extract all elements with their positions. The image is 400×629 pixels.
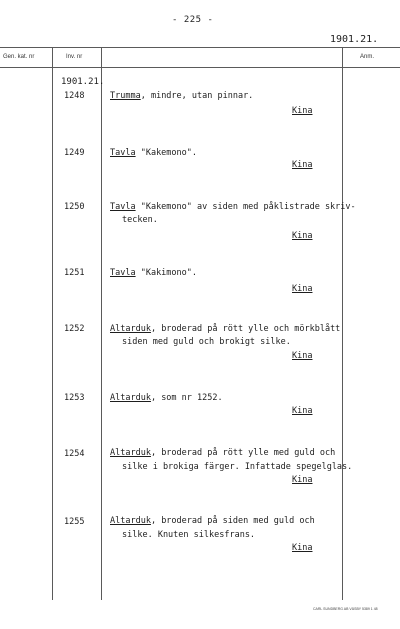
entry-continuation: silke. Knuten silkesfrans. [122,530,256,540]
entry-origin: Kina [292,106,313,116]
entry-description [110,323,340,336]
inventory-number: 1254 [64,449,85,459]
inventory-number: 1250 [64,202,85,212]
column-divider-2 [101,47,102,600]
column-header-gen-kat-nr: Gen. kat. nr [3,54,35,60]
entry-origin: Kina [292,231,313,241]
entry-description [110,147,197,160]
inventory-number: 1252 [64,324,85,334]
entry-text: , mindre, utan pinnar. [140,91,254,101]
entry-text: "Kakimono". [135,268,198,278]
printer-mark: CARL SUNDBERG AB VÄSBY 5389 1 48 [313,607,378,611]
entry-keyword: Tavla [110,148,136,158]
entry-keyword: Tavla [110,202,136,212]
column-divider-1 [52,47,53,600]
header-top-rule [0,47,400,48]
entry-description [110,392,223,405]
entry-keyword: Tavla [110,268,136,278]
entry-keyword: Altarduk [110,393,151,403]
page-number: - 225 - [172,15,214,25]
inventory-number: 1249 [64,148,85,158]
entry-keyword: Altarduk [110,516,151,526]
entry-origin: Kina [292,406,313,416]
entry-description [110,201,356,214]
entry-description [110,515,315,528]
header-year: 1901.21. [330,34,379,45]
inventory-number: 1251 [64,268,85,278]
column-header-anm: Anm. [360,54,375,60]
entry-keyword: Altarduk [110,448,151,458]
entry-text: "Kakemono" av siden med påklistrade skriv- [135,202,356,212]
entry-continuation: silke i brokiga färger. Infattade spegelglas. [122,462,353,472]
entry-origin: Kina [292,543,313,553]
header-bottom-rule [0,67,400,68]
column-divider-3 [342,47,343,600]
entry-origin: Kina [292,475,313,485]
entry-origin: Kina [292,284,313,294]
entry-description [110,90,253,103]
entry-keyword: Altarduk [110,324,151,334]
entry-keyword: Trumma [110,91,141,101]
entry-description [110,447,335,460]
entry-text: , broderad på siden med guld och [150,516,315,526]
entry-text: , broderad på rött ylle med guld och [150,448,336,458]
inventory-number: 1248 [64,91,85,101]
entry-origin: Kina [292,351,313,361]
entry-text: "Kakemono". [135,148,198,158]
column-header-inv-nr: Inv. nr [66,54,83,60]
inventory-number: 1255 [64,517,85,527]
subhead-year: 1901.21. [61,77,105,87]
entry-continuation: siden med guld och brokigt silke. [122,337,291,347]
entry-origin: Kina [292,160,313,170]
inventory-number: 1253 [64,393,85,403]
entry-text: , som nr 1252. [150,393,223,403]
entry-continuation: tecken. [122,215,158,225]
entry-text: , broderad på rött ylle och mörkblått [150,324,341,334]
entry-description [110,267,197,280]
